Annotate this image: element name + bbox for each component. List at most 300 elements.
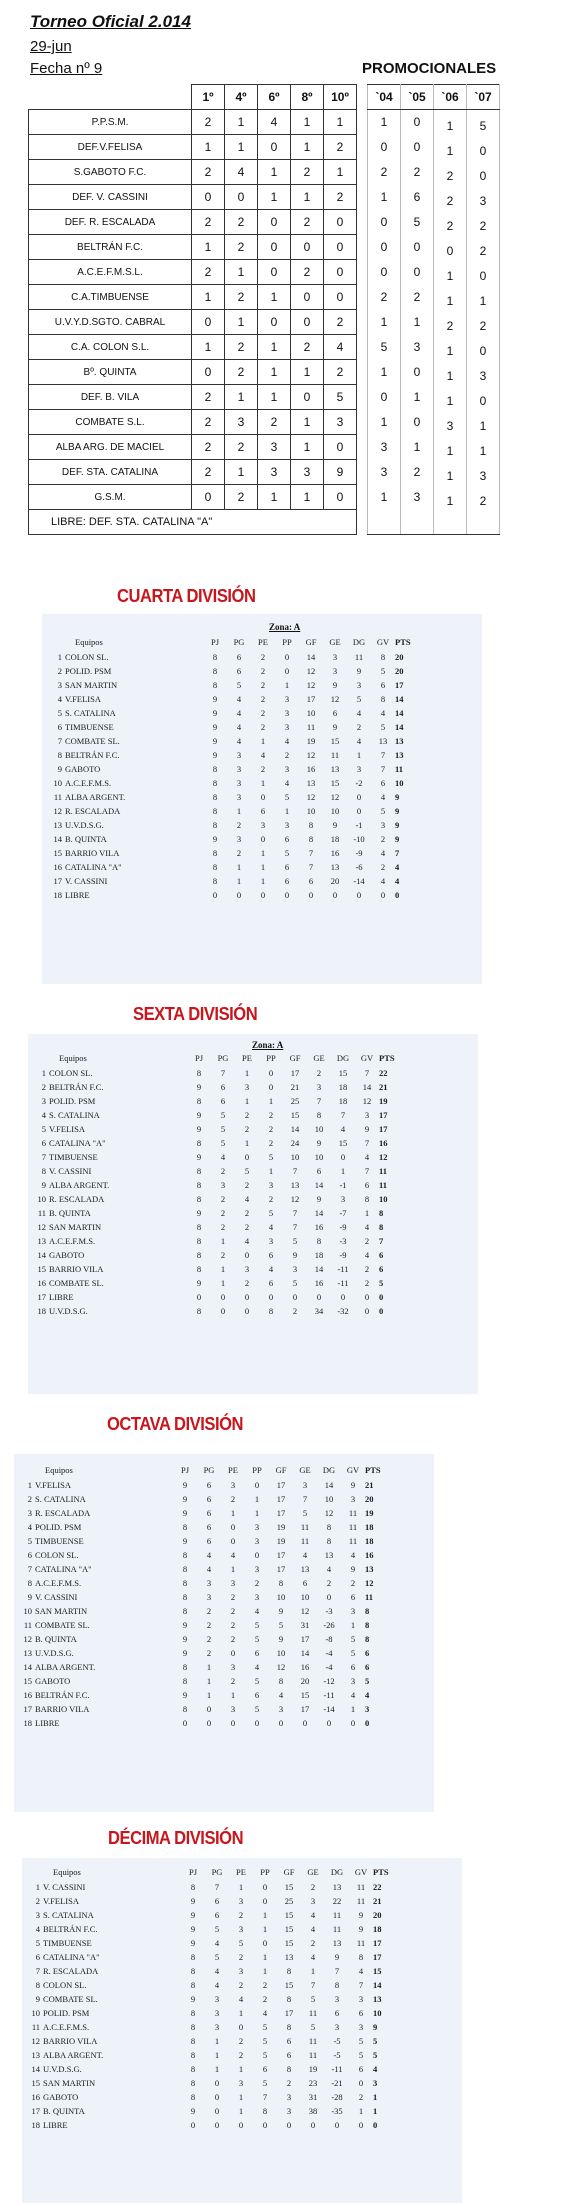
standing-value: 11 xyxy=(356,1938,366,1948)
standing-value: 3 xyxy=(238,1924,244,1934)
standing-value: 8 xyxy=(182,1522,188,1532)
standing-position: 8 xyxy=(57,750,62,760)
standing-value: 7 xyxy=(364,1166,370,1176)
standings-col-header: GE xyxy=(329,637,341,647)
promo-score xyxy=(467,210,500,235)
standing-position: 10 xyxy=(53,778,62,788)
standing-value: 5 xyxy=(268,1208,274,1218)
standing-position: 9 xyxy=(27,1592,32,1602)
promo-score-value: 1 xyxy=(380,365,388,379)
standings-col-header: GV xyxy=(354,1867,368,1877)
standing-position: 4 xyxy=(57,694,62,704)
standing-value: 2 xyxy=(358,2092,364,2102)
pos-header xyxy=(32,1050,49,1066)
promo-score xyxy=(401,110,434,135)
standing-value: 11 xyxy=(348,1508,358,1518)
promo-empty xyxy=(467,510,500,535)
standings-col-header: PE xyxy=(258,637,268,647)
standing-value: 0 xyxy=(292,1292,298,1302)
standings-row xyxy=(18,1660,383,1674)
standing-value: 6 xyxy=(284,876,290,886)
standing-team: ALBA ARGENT. xyxy=(49,1180,110,1190)
standing-value: 0 xyxy=(364,1292,370,1302)
standing-value: 1 xyxy=(268,1096,274,1106)
standings-row xyxy=(18,1478,383,1492)
standing-value: 1 xyxy=(284,806,290,816)
standing-team: ALBA ARGENT. xyxy=(65,792,126,802)
standing-value: 3 xyxy=(230,1578,236,1588)
main-score: 1 xyxy=(291,360,324,385)
standing-team: V.FELISA xyxy=(65,694,101,704)
promo-score-value: 2 xyxy=(380,290,388,304)
standing-value: 9 xyxy=(212,736,218,746)
standing-value: 8 xyxy=(364,1194,370,1204)
standing-value: 4 xyxy=(326,1564,332,1574)
standing-value: 11 xyxy=(300,1522,310,1532)
standing-value: 8 xyxy=(196,1180,202,1190)
standing-value: 11 xyxy=(348,1522,358,1532)
standing-value: 1 xyxy=(214,2050,220,2060)
standing-value: 1 xyxy=(244,1096,250,1106)
standing-team: BELTRÁN F.C. xyxy=(65,750,120,760)
promo-score-value: 2 xyxy=(446,194,454,208)
standing-value: 11 xyxy=(348,1536,358,1546)
standing-value: 8 xyxy=(196,1222,202,1232)
standing-value: 2 xyxy=(238,2050,244,2060)
standing-value: 4 xyxy=(364,1152,370,1162)
standing-value: 8 xyxy=(212,806,218,816)
standing-value: 15 xyxy=(284,1980,294,1990)
standing-value: 3 xyxy=(364,1110,370,1120)
promo-score-value: 1 xyxy=(446,144,454,158)
standing-value: 8 xyxy=(212,652,218,662)
standing-value: 20 xyxy=(365,1494,374,1504)
standing-value: 3 xyxy=(350,1606,356,1616)
main-score: 1 xyxy=(324,160,357,185)
promo-score-value: 0 xyxy=(380,265,388,279)
standing-position: 17 xyxy=(31,2106,40,2116)
standing-value: 1 xyxy=(244,1138,250,1148)
promo-empty xyxy=(401,510,434,535)
standing-value: 0 xyxy=(334,2120,340,2130)
standing-value: 2 xyxy=(284,750,290,760)
standing-value: 0 xyxy=(254,1718,260,1728)
standing-value: 6 xyxy=(284,862,290,872)
main-score: 0 xyxy=(324,285,357,310)
standing-value: 3 xyxy=(302,1480,308,1490)
standing-value: 15 xyxy=(284,1882,294,1892)
standings-col-header: PTS xyxy=(373,1867,389,1877)
promo-score-value: 0 xyxy=(380,240,388,254)
standing-value: 8 xyxy=(212,666,218,676)
promo-score-value: 3 xyxy=(413,340,421,354)
main-score: 1 xyxy=(192,235,225,260)
team-name: U.V.Y.D.SGTO. CABRAL xyxy=(29,310,192,335)
standing-value: 0 xyxy=(214,2078,220,2088)
standing-value: 5 xyxy=(220,1124,226,1134)
standing-value: 8 xyxy=(190,1952,196,1962)
results-header-row xyxy=(29,85,500,110)
standing-value: 17 xyxy=(300,1634,310,1644)
standing-value: 5 xyxy=(244,1166,250,1176)
standing-team: A.C.E.F.M.S. xyxy=(35,1578,82,1588)
main-score: 1 xyxy=(225,110,258,135)
standing-value: 18 xyxy=(373,1924,382,1934)
standings-row xyxy=(48,706,413,720)
standings-col-header: PG xyxy=(203,1465,215,1475)
standing-value: 6 xyxy=(262,2064,268,2074)
standing-value: 8 xyxy=(262,2106,268,2116)
standing-value: 7 xyxy=(340,1110,346,1120)
main-score: 1 xyxy=(258,385,291,410)
standings-row xyxy=(18,1688,383,1702)
standing-value: 0 xyxy=(238,2022,244,2032)
promo-score xyxy=(467,160,500,185)
standing-value: 5 xyxy=(373,2050,378,2060)
standing-value: 10 xyxy=(276,1592,286,1602)
standing-value: 1 xyxy=(206,1690,212,1700)
main-score: 0 xyxy=(324,485,357,510)
standing-position: 8 xyxy=(27,1578,32,1588)
main-score: 3 xyxy=(258,460,291,485)
standing-value: 2 xyxy=(268,1124,274,1134)
promo-score xyxy=(434,210,467,235)
standing-value: -11 xyxy=(337,1264,349,1274)
standing-value: 9 xyxy=(196,1208,202,1218)
standing-position: 4 xyxy=(41,1110,46,1120)
standing-value: 0 xyxy=(356,792,362,802)
team-name: C.A. COLON S.L. xyxy=(29,335,192,360)
standing-value: 4 xyxy=(214,1966,220,1976)
standing-value: 5 xyxy=(284,792,290,802)
gap xyxy=(357,435,368,460)
standing-value: 3 xyxy=(236,778,242,788)
standing-value: 12 xyxy=(330,792,340,802)
standing-value: 8 xyxy=(308,820,314,830)
promo-score xyxy=(368,160,401,185)
standing-value: 1 xyxy=(220,1236,226,1246)
standing-value: 13 xyxy=(284,1952,294,1962)
standing-value: 1 xyxy=(230,1564,236,1574)
standing-position: 2 xyxy=(27,1494,32,1504)
standing-value: 2 xyxy=(268,1138,274,1148)
standing-value: 7 xyxy=(358,1980,364,1990)
promo-score xyxy=(368,335,401,360)
standing-value: 4 xyxy=(268,1222,274,1232)
standing-value: 3 xyxy=(380,820,386,830)
standing-value: 9 xyxy=(358,1924,364,1934)
gap xyxy=(357,185,368,210)
standing-value: 13 xyxy=(290,1180,300,1190)
standing-value: 8 xyxy=(196,1138,202,1148)
promo-score-value: 6 xyxy=(413,190,421,204)
standing-value: 14 xyxy=(300,1648,310,1658)
promo-score-value: 2 xyxy=(380,165,388,179)
standing-value: 12 xyxy=(379,1152,388,1162)
standing-value: 1 xyxy=(358,2106,364,2116)
standing-team: COMBATE SL. xyxy=(43,1994,98,2004)
result-row xyxy=(29,135,500,160)
standing-value: 6 xyxy=(379,1264,384,1274)
standing-value: 8 xyxy=(182,1550,188,1560)
standing-value: 1 xyxy=(260,736,266,746)
standing-position: 16 xyxy=(53,862,62,872)
standing-value: 1 xyxy=(254,1508,260,1518)
standing-value: -5 xyxy=(333,2036,341,2046)
promo-score xyxy=(467,460,500,485)
standing-value: 3 xyxy=(292,1264,298,1274)
standing-value: 19 xyxy=(365,1508,374,1518)
promo-score xyxy=(368,360,401,385)
standing-value: 4 xyxy=(380,848,386,858)
standing-value: 2 xyxy=(268,1194,274,1204)
standing-team: GABOTO xyxy=(35,1676,71,1686)
promo-score-value: 1 xyxy=(446,444,454,458)
promo-score xyxy=(467,310,500,335)
standing-value: 8 xyxy=(326,1522,332,1532)
standing-value: 3 xyxy=(284,722,290,732)
standing-value: 3 xyxy=(334,2022,340,2032)
standing-value: 16 xyxy=(365,1550,374,1560)
standing-value: 1 xyxy=(230,1508,236,1518)
promo-score xyxy=(401,335,434,360)
main-col-header: 1º xyxy=(192,85,225,110)
standing-value: 5 xyxy=(254,1676,260,1686)
promo-score-value: 0 xyxy=(479,269,487,283)
standing-team: V. CASSINI xyxy=(65,876,108,886)
standing-value: 6 xyxy=(316,1166,322,1176)
gap xyxy=(357,85,368,110)
standing-value: 11 xyxy=(308,2036,318,2046)
standings-row xyxy=(18,1506,383,1520)
main-score: 0 xyxy=(291,285,324,310)
standing-value: 7 xyxy=(308,848,314,858)
promo-col-header: `05 xyxy=(401,85,434,110)
standing-value: 21 xyxy=(365,1480,374,1490)
standing-value: 5 xyxy=(380,806,386,816)
gap xyxy=(357,410,368,435)
standing-position: 16 xyxy=(31,2092,40,2102)
standing-value: 3 xyxy=(220,1180,226,1190)
standing-value: 2 xyxy=(244,1278,250,1288)
standing-value: 9 xyxy=(316,1194,322,1204)
standing-value: 7 xyxy=(292,1166,298,1176)
standing-position: 2 xyxy=(41,1082,46,1092)
standing-value: 3 xyxy=(236,834,242,844)
standing-team: ALBA ARGENT. xyxy=(35,1662,96,1672)
standing-value: 6 xyxy=(236,666,242,676)
gap xyxy=(357,285,368,310)
promo-score-value: 5 xyxy=(380,340,388,354)
promo-score-value: 2 xyxy=(479,244,487,258)
standing-value: 9 xyxy=(182,1690,188,1700)
standing-value: 1 xyxy=(236,876,242,886)
main-score: 1 xyxy=(192,135,225,160)
standings-col-header: PP xyxy=(282,637,292,647)
standing-value: 3 xyxy=(244,1082,250,1092)
standing-value: 2 xyxy=(260,666,266,676)
libre-note: LIBRE: DEF. STA. CATALINA "A" xyxy=(29,510,357,535)
standing-team: POLID. PSM xyxy=(35,1522,82,1532)
standing-team: U.V.D.S.G. xyxy=(65,820,104,830)
standing-value: 17 xyxy=(373,1952,382,1962)
standing-value: 8 xyxy=(326,1536,332,1546)
standing-value: 2 xyxy=(356,722,362,732)
standing-value: 0 xyxy=(244,1250,250,1260)
standing-value: 7 xyxy=(292,1208,298,1218)
standing-value: 3 xyxy=(230,1480,236,1490)
standing-position: 3 xyxy=(57,680,62,690)
standing-value: 2 xyxy=(220,1222,226,1232)
standing-value: 1 xyxy=(310,1966,316,1976)
standing-value: 0 xyxy=(182,1718,188,1728)
standing-value: 0 xyxy=(340,1292,346,1302)
octava-division-title: OCTAVA DIVISIÓN xyxy=(107,1414,244,1434)
main-score: 1 xyxy=(225,310,258,335)
standing-value: 3 xyxy=(238,2078,244,2088)
standing-value: -11 xyxy=(323,1690,335,1700)
standing-value: 0 xyxy=(214,2092,220,2102)
standing-value: 3 xyxy=(260,820,266,830)
standings-row xyxy=(18,1674,383,1688)
standings-row xyxy=(48,678,413,692)
standing-value: 2 xyxy=(292,1306,298,1316)
standing-value: 4 xyxy=(310,1910,316,1920)
standing-value: 2 xyxy=(206,1620,212,1630)
standing-value: 4 xyxy=(284,736,290,746)
standing-value: 11 xyxy=(332,1910,342,1920)
standings-row xyxy=(26,1894,391,1908)
standing-value: 7 xyxy=(292,1222,298,1232)
standings-row xyxy=(26,2048,391,2062)
standing-value: 8 xyxy=(268,1306,274,1316)
standing-value: 7 xyxy=(262,2092,268,2102)
standing-value: 0 xyxy=(244,1292,250,1302)
standings-row xyxy=(26,1992,391,2006)
standing-position: 15 xyxy=(53,848,62,858)
main-score: 9 xyxy=(324,460,357,485)
standing-team: TIMBUENSE xyxy=(49,1152,98,1162)
promo-score xyxy=(401,285,434,310)
standing-position: 7 xyxy=(35,1966,40,1976)
standing-position: 11 xyxy=(23,1620,32,1630)
standing-value: 5 xyxy=(292,1278,298,1288)
standings-col-header: GE xyxy=(313,1053,325,1063)
standings-row xyxy=(18,1520,383,1534)
standing-value: 0 xyxy=(262,1896,268,1906)
standing-value: 8 xyxy=(286,2064,292,2074)
standing-team: TIMBUENSE xyxy=(65,722,114,732)
result-row xyxy=(29,160,500,185)
promo-score-value: 1 xyxy=(446,369,454,383)
standings-row xyxy=(32,1262,397,1276)
standing-value: 8 xyxy=(380,652,386,662)
standing-value: 18 xyxy=(330,834,340,844)
standing-value: 22 xyxy=(373,1882,382,1892)
main-score: 2 xyxy=(225,435,258,460)
standings-row xyxy=(18,1562,383,1576)
standing-value: -3 xyxy=(339,1236,347,1246)
standing-team: CATALINA "A" xyxy=(49,1138,106,1148)
promo-score xyxy=(467,285,500,310)
standing-value: -10 xyxy=(353,834,365,844)
standing-value: 5 xyxy=(358,2036,364,2046)
standing-value: 8 xyxy=(379,1208,384,1218)
standings-row xyxy=(26,1880,391,1894)
standings-row xyxy=(48,762,413,776)
standing-value: 17 xyxy=(284,2008,294,2018)
standing-value: 8 xyxy=(196,1306,202,1316)
standing-value: 0 xyxy=(254,1550,260,1560)
standing-value: 6 xyxy=(206,1494,212,1504)
standing-position: 7 xyxy=(27,1564,32,1574)
standing-value: 4 xyxy=(236,694,242,704)
main-score: 2 xyxy=(324,135,357,160)
promo-score-value: 5 xyxy=(413,215,421,229)
standings-row xyxy=(26,1908,391,1922)
standings-row xyxy=(32,1108,397,1122)
standing-value: 6 xyxy=(254,1648,260,1658)
standing-value: 0 xyxy=(196,1292,202,1302)
standing-value: 14 xyxy=(314,1264,324,1274)
standings-col-header: Equipos xyxy=(75,637,103,647)
standing-value: 3 xyxy=(278,1704,284,1714)
standing-value: 4 xyxy=(395,862,400,872)
standing-value: 3 xyxy=(238,1896,244,1906)
standing-value: 1 xyxy=(262,1924,268,1934)
standing-value: 8 xyxy=(190,2064,196,2074)
main-score: 2 xyxy=(258,410,291,435)
main-score: 0 xyxy=(225,185,258,210)
standings-row xyxy=(32,1276,397,1290)
standings-col-header: Equipos xyxy=(59,1053,87,1063)
standing-value: 7 xyxy=(380,750,386,760)
standing-value: 8 xyxy=(358,1952,364,1962)
standing-value: 15 xyxy=(330,736,340,746)
standing-value: 2 xyxy=(220,1166,226,1176)
standing-value: 8 xyxy=(182,1662,188,1672)
main-score: 2 xyxy=(324,185,357,210)
main-score: 1 xyxy=(291,110,324,135)
promo-score xyxy=(368,235,401,260)
standings-row xyxy=(48,888,413,902)
standings-row xyxy=(26,1922,391,1936)
standing-value: 3 xyxy=(206,1592,212,1602)
standing-value: 0 xyxy=(260,834,266,844)
promo-col-header: `04 xyxy=(368,85,401,110)
standing-team: S. CATALINA xyxy=(49,1110,100,1120)
standing-value: 1 xyxy=(284,680,290,690)
standing-value: 3 xyxy=(214,2022,220,2032)
standing-value: 17 xyxy=(276,1494,286,1504)
promo-score-value: 1 xyxy=(413,315,421,329)
standing-value: 4 xyxy=(236,722,242,732)
standing-value: 4 xyxy=(364,1250,370,1260)
standing-value: 0 xyxy=(212,890,218,900)
standing-value: 0 xyxy=(214,2120,220,2130)
standings-row xyxy=(48,818,413,832)
standing-value: 2 xyxy=(310,1938,316,1948)
standing-value: 5 xyxy=(358,2050,364,2060)
standing-value: 0 xyxy=(350,1718,356,1728)
standing-value: 13 xyxy=(330,862,340,872)
standing-value: 3 xyxy=(214,1994,220,2004)
standing-value: 1 xyxy=(238,2106,244,2116)
standings-row xyxy=(32,1234,397,1248)
standing-value: 17 xyxy=(290,1068,300,1078)
promo-score xyxy=(434,385,467,410)
standing-value: -9 xyxy=(339,1250,347,1260)
